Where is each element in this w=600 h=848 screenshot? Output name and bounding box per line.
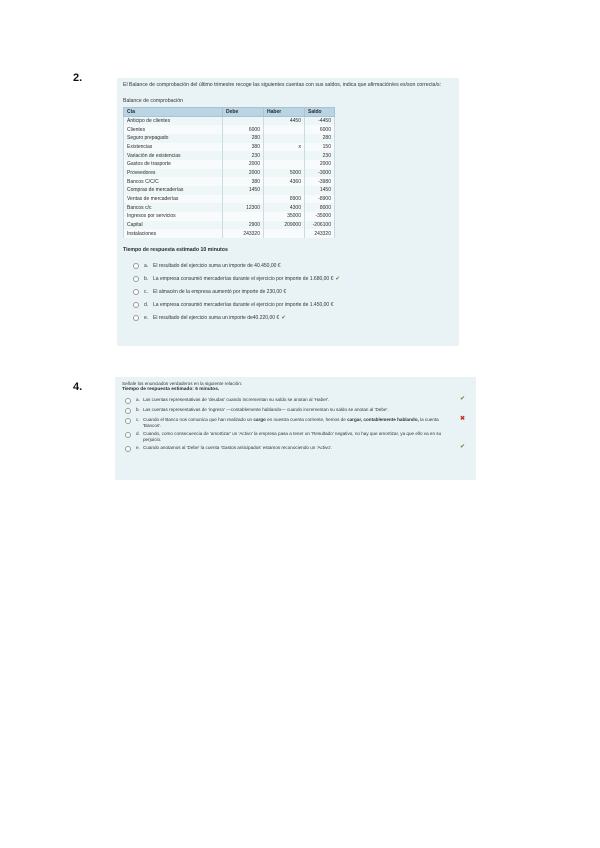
- radio-button[interactable]: [125, 398, 131, 404]
- cell-credit: 4360: [264, 177, 305, 186]
- answer-option-d[interactable]: [123, 298, 453, 311]
- cell-balance: -206100: [305, 221, 335, 230]
- table-row: [124, 212, 335, 221]
- cell-balance: 150: [305, 143, 335, 152]
- option-text: El resultado del ejercicio suma un importe de40.220,00 €: [153, 314, 280, 321]
- table-row: [124, 229, 335, 238]
- col-header-credit: Haber: [264, 107, 305, 116]
- cell-credit: 4300: [264, 203, 305, 212]
- cell-balance: 2000: [305, 160, 335, 169]
- cell-account: Ventas de mercaderías: [124, 195, 223, 204]
- option-text-part: en nuestra cuenta corriente, hemos de: [265, 417, 348, 422]
- answer-option-b[interactable]: [123, 272, 453, 285]
- cell-balance: -3000: [305, 169, 335, 178]
- cell-debit: 230: [223, 151, 264, 160]
- cell-balance: 1450: [305, 186, 335, 195]
- option-letter: c.: [136, 417, 140, 422]
- option-text: El almacén de la empresa aumentó por importe de 230,00 €: [153, 288, 287, 295]
- cell-account: Proveedores: [124, 169, 223, 178]
- cell-account: Bancos C/C/C: [124, 177, 223, 186]
- option-text-part: Cuando el Banco nos comunica que han realizado un: [143, 417, 254, 422]
- option-text-part: la cuenta 'Bancos'.: [143, 417, 439, 428]
- answer-option-a[interactable]: [122, 397, 469, 407]
- option-text: La empresa consumió mercaderías durante el ejercicio por importe de 1.450,00 €: [153, 301, 334, 308]
- cell-account: Capital: [124, 221, 223, 230]
- cell-balance: -4450: [305, 116, 335, 125]
- cell-debit: 6000: [223, 125, 264, 134]
- cell-balance: 243320: [305, 229, 335, 238]
- radio-button[interactable]: [133, 289, 139, 295]
- cell-credit: 4450: [264, 116, 305, 125]
- cell-credit: [264, 229, 305, 238]
- cell-balance: -35000: [305, 212, 335, 221]
- estimated-time: Tiempo de respuesta estimado 10 minutos: [123, 247, 228, 254]
- radio-button[interactable]: [125, 446, 131, 452]
- option-letter: b.: [144, 275, 149, 282]
- col-header-debit: Debe: [223, 107, 264, 116]
- answer-option-c[interactable]: [122, 417, 469, 431]
- cell-account: Instalaciones: [124, 229, 223, 238]
- cell-debit: 12300: [223, 203, 264, 212]
- cell-balance: 6000: [305, 125, 335, 134]
- table-row: [124, 143, 335, 152]
- table-row: [124, 177, 335, 186]
- option-text: Cuando, como consecuencia de 'amortizar' un 'Activo' la empresa pasa a tener un 'Resultado' negativo, no hay que amortizar, ya que ello va en su perjuicio.: [143, 431, 442, 442]
- cell-account: Existencias: [124, 143, 223, 152]
- col-header-account: Cta: [124, 107, 223, 116]
- cell-debit: 2000: [223, 169, 264, 178]
- option-text: Cuando anotamos al 'Debe' la cuenta 'Gastos anticipados' estamos reconociendo un 'Activo'.: [143, 445, 333, 450]
- cell-credit: 8900: [264, 195, 305, 204]
- cell-debit: [223, 212, 264, 221]
- option-letter: c.: [144, 288, 148, 295]
- question-number: 4.: [73, 381, 83, 393]
- option-text: Las cuentas representativas de 'deudas' cuando incrementan su saldo se anotan al 'Haber'.: [143, 397, 330, 402]
- option-text: Las cuentas representativas de 'ingreso' —contablemente hablando— cuando incrementan su saldo se anotan al 'Debe'.: [143, 407, 389, 412]
- radio-button[interactable]: [125, 432, 131, 438]
- answer-option-d[interactable]: [122, 431, 469, 445]
- cell-credit: [264, 186, 305, 195]
- option-letter: a.: [144, 262, 149, 269]
- option-letter: d.: [144, 301, 149, 308]
- option-text-bold: cargo: [253, 417, 266, 422]
- table-row: [124, 125, 335, 134]
- cell-debit: 2000: [223, 160, 264, 169]
- cell-account: Variación de existencias: [124, 151, 223, 160]
- radio-button[interactable]: [133, 315, 139, 321]
- radio-button[interactable]: [125, 408, 131, 414]
- cell-credit: [264, 125, 305, 134]
- radio-button[interactable]: [125, 418, 131, 424]
- table-row: [124, 195, 335, 204]
- cell-debit: 2900: [223, 221, 264, 230]
- correct-check-icon: ✔: [459, 396, 465, 402]
- answer-option-e[interactable]: [122, 445, 469, 455]
- cell-credit: 209000: [264, 221, 305, 230]
- cell-credit: 35000: [264, 212, 305, 221]
- cell-balance: 230: [305, 151, 335, 160]
- cell-account: Bancos c/c: [124, 203, 223, 212]
- option-text: El resultado del ejercicio suma un importe de 40.450,00 €: [153, 262, 281, 269]
- question-4-panel: [115, 377, 476, 480]
- answer-option-b[interactable]: [122, 407, 469, 417]
- correct-check-icon: ✔: [459, 444, 465, 450]
- table-row: [124, 116, 335, 125]
- cell-debit: 243320: [223, 229, 264, 238]
- cell-credit: [264, 134, 305, 143]
- option-letter: b.: [136, 407, 140, 412]
- cell-account: Seguro prepagado: [124, 134, 223, 143]
- radio-button[interactable]: [133, 302, 139, 308]
- estimated-time: Tiempo de respuesta estimado: 5 minutos.: [122, 387, 220, 392]
- question-intro: Señale los enunciados verdaderos en la siguiente relación:: [122, 381, 243, 386]
- cell-debit: 380: [223, 143, 264, 152]
- table-caption: Balance de comprobación: [123, 97, 183, 104]
- correct-check-icon: ✔: [335, 275, 340, 282]
- option-text: La empresa consumió mercaderías durante el ejercicio por importe de 1.680,00 €: [153, 275, 334, 282]
- table-row: [124, 221, 335, 230]
- question-2-panel: [117, 78, 459, 346]
- table-row: [124, 169, 335, 178]
- cell-balance: -8900: [305, 195, 335, 204]
- cell-account: Clientes: [124, 125, 223, 134]
- table-row: [124, 151, 335, 160]
- answer-options: [123, 259, 453, 324]
- option-letter: d.: [136, 431, 140, 436]
- cell-balance: 280: [305, 134, 335, 143]
- table-row: [124, 186, 335, 195]
- answer-option-a[interactable]: [123, 259, 453, 272]
- cell-debit: 1450: [223, 186, 264, 195]
- cell-credit: 5000: [264, 169, 305, 178]
- answer-option-e[interactable]: [123, 311, 453, 324]
- incorrect-cross-icon: ✖: [459, 416, 465, 422]
- question-intro: El Balance de comprobación del último trimestre recoge las siguientes cuentas con sus saldos, indica que afirmación/es es/son correcta/s:: [123, 82, 442, 88]
- answer-option-c[interactable]: [123, 285, 453, 298]
- cell-account: Compras de mercaderías: [124, 186, 223, 195]
- correct-check-icon: ✔: [281, 314, 286, 321]
- cell-credit: [264, 151, 305, 160]
- table-header-row: [124, 107, 335, 116]
- col-header-balance: Saldo: [305, 107, 335, 116]
- cell-debit: [223, 195, 264, 204]
- cell-credit: [264, 160, 305, 169]
- cell-account: Gastos de trasporte: [124, 160, 223, 169]
- cell-account: Ingresos por servicios: [124, 212, 223, 221]
- cell-credit: x: [264, 143, 305, 152]
- option-text-bold: cargar, contablemente hablando,: [347, 417, 419, 422]
- radio-button[interactable]: [133, 276, 139, 282]
- table-row: [124, 134, 335, 143]
- cell-debit: 280: [223, 134, 264, 143]
- question-number: 2.: [73, 72, 83, 84]
- cell-debit: 380: [223, 177, 264, 186]
- cell-balance: -3980: [305, 177, 335, 186]
- cell-debit: [223, 116, 264, 125]
- option-text: [143, 417, 448, 429]
- radio-button[interactable]: [133, 263, 139, 269]
- option-letter: a.: [136, 397, 140, 402]
- table-row: [124, 203, 335, 212]
- trial-balance-table: [123, 107, 335, 239]
- cell-balance: 8000: [305, 203, 335, 212]
- option-letter: e.: [136, 445, 140, 450]
- cell-account: Anticipo de clientes: [124, 116, 223, 125]
- option-letter: e.: [144, 314, 149, 321]
- table-row: [124, 160, 335, 169]
